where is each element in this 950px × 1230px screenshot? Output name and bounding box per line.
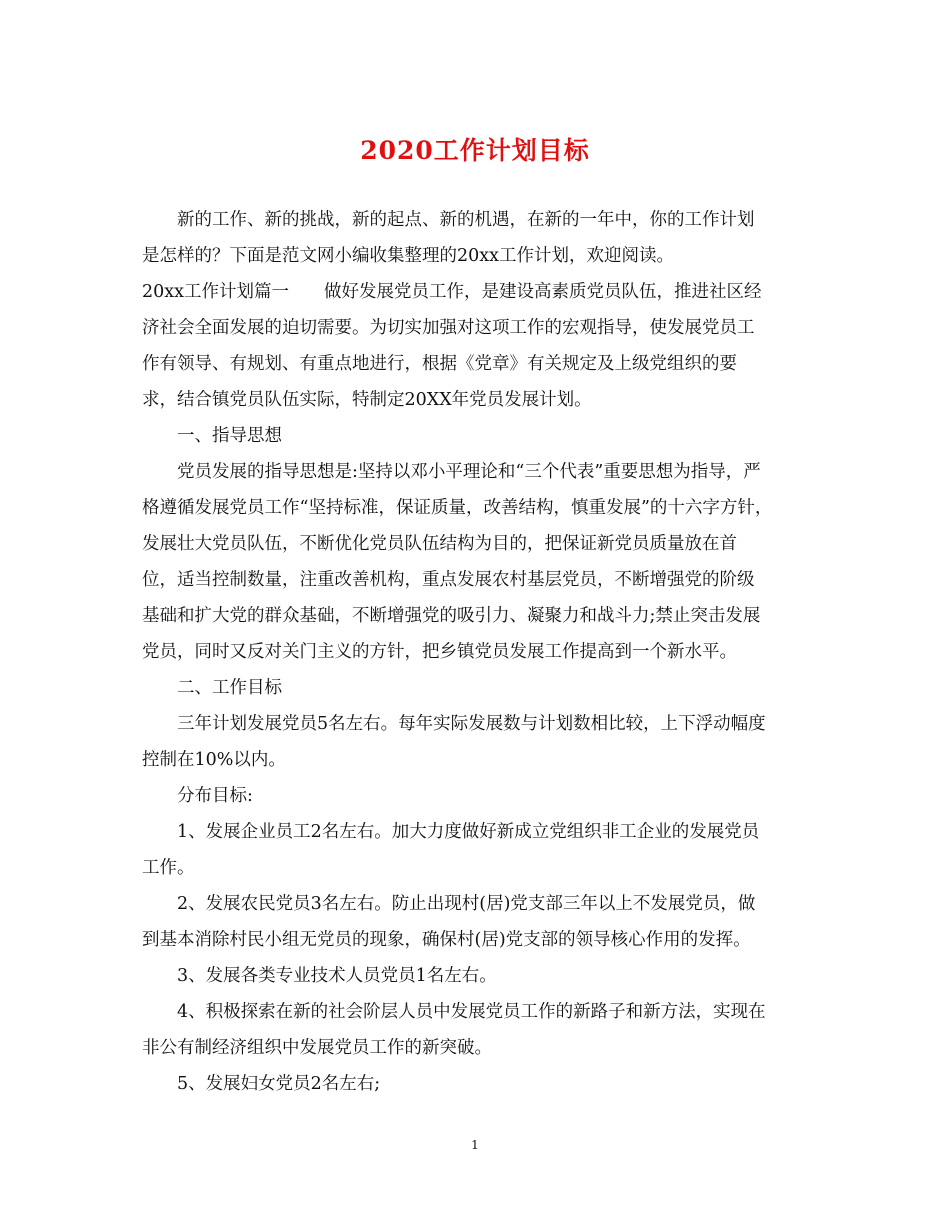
paragraph-line: 发展壮大党员队伍，不断优化党员队伍结构为目的，把保证新党员质量放在首	[142, 534, 737, 554]
section-heading: 二、工作目标	[177, 678, 282, 698]
paragraph-line: 基础和扩大党的群众基础，不断增强党的吸引力、凝聚力和战斗力;禁止突击发展	[142, 606, 761, 626]
paragraph-line: 位，适当控制数量，注重改善机构，重点发展农村基层党员，不断增强党的阶级	[142, 570, 755, 590]
paragraph-line: 三年计划发展党员5名左右。每年实际发展数与计划数相比较，上下浮动幅度	[177, 714, 766, 734]
paragraph-line: 党员发展的指导思想是:坚持以邓小平理论和“三个代表”重要思想为指导，严	[177, 462, 761, 482]
paragraph-line: 20xx工作计划篇一 做好发展党员工作，是建设高素质党员队伍，推进社区经	[142, 282, 762, 302]
paragraph-line: 是怎样的？下面是范文网小编收集整理的20xx工作计划，欢迎阅读。	[142, 246, 675, 266]
list-item: 5、发展妇女党员2名左右;	[177, 1074, 381, 1094]
paragraph-line: 控制在10%以内。	[142, 750, 286, 770]
list-item: 3、发展各类专业技术人员党员1名左右。	[177, 966, 497, 986]
list-item: 4、积极探索在新的社会阶层人员中发展党员工作的新路子和新方法，实现在	[177, 1002, 766, 1022]
paragraph-line: 格遵循发展党员工作“坚持标准，保证质量，改善结构，慎重发展”的十六字方针，	[142, 498, 773, 518]
list-item: 非公有制经济组织中发展党员工作的新突破。	[142, 1038, 492, 1058]
paragraph-line: 求，结合镇党员队伍实际，特制定20XX年党员发展计划。	[142, 390, 592, 410]
list-item: 2、发展农民党员3名左右。防止出现村(居)党支部三年以上不发展党员，做	[177, 894, 756, 914]
page-number: 1	[471, 1138, 479, 1152]
section-heading: 一、指导思想	[177, 426, 282, 446]
list-item: 到基本消除村民小组无党员的现象，确保村(居)党支部的领导核心作用的发挥。	[142, 930, 751, 950]
list-item: 1、发展企业员工2名左右。加大力度做好新成立党组织非工企业的发展党员	[177, 822, 760, 842]
paragraph-line: 党员，同时又反对关门主义的方针，把乡镇党员发展工作提高到一个新水平。	[142, 642, 737, 662]
document-title: 2020工作计划目标	[360, 136, 590, 165]
paragraph-line: 新的工作、新的挑战，新的起点、新的机遇，在新的一年中，你的工作计划	[177, 210, 755, 230]
paragraph-line: 济社会全面发展的迫切需要。为切实加强对这项工作的宏观指导，使发展党员工	[142, 318, 755, 338]
paragraph-line: 作有领导、有规划、有重点地进行，根据《党章》有关规定及上级党组织的要	[142, 354, 737, 374]
paragraph-line: 分布目标:	[177, 786, 253, 806]
list-item: 工作。	[142, 858, 195, 878]
